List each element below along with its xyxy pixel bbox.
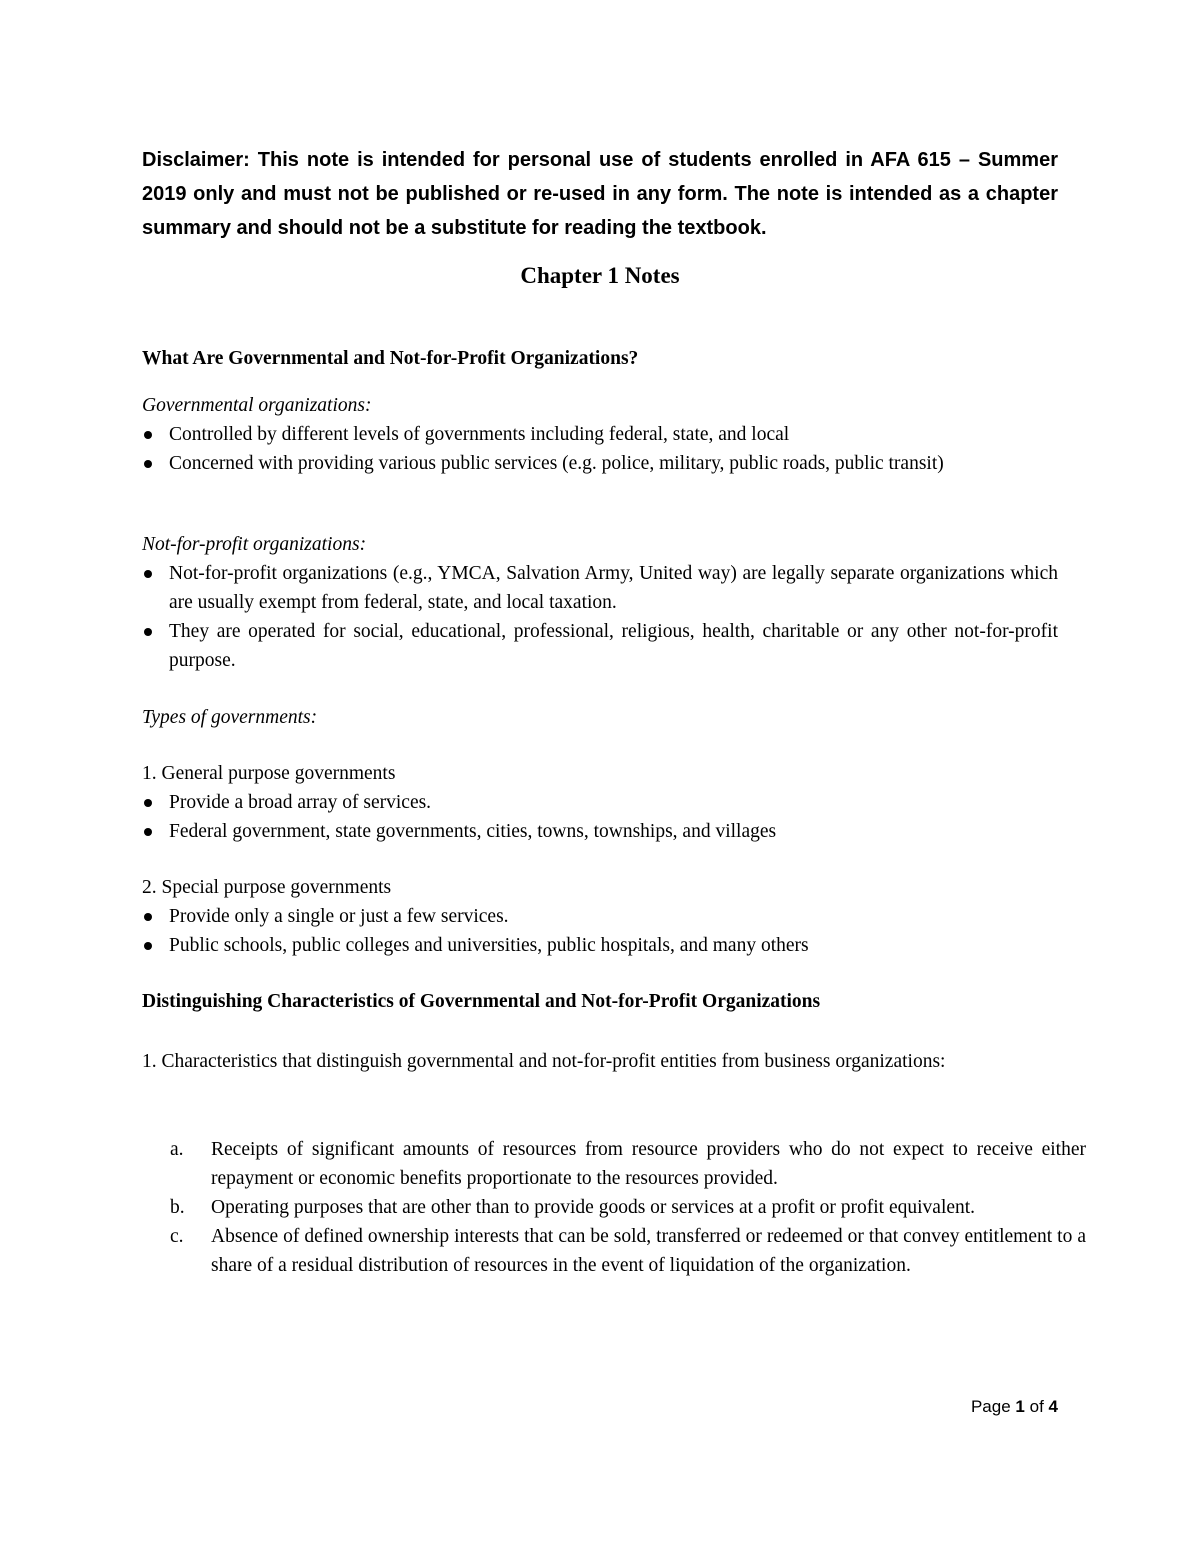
bullet-icon [144, 460, 152, 468]
disclaimer: Disclaimer: This note is intended for personal use of students enrolled in AFA 615 – Summer 2019 only and must not be published or re-used in any form. The note is intended as a chapter summary and should not be a substitute for reading the textbook. [142, 149, 1058, 239]
bullet-icon [144, 828, 152, 836]
section-heading-what-are: What Are Governmental and Not-for-Profit Organizations? [142, 348, 639, 369]
page-number: Page 1 of 4 [970, 1397, 1058, 1416]
list-item: Federal government, state governments, cities, towns, townships, and villages [142, 817, 1058, 846]
list-item: Controlled by different levels of governments including federal, state, and local [142, 420, 1058, 449]
gov-label: Governmental organizations: [142, 395, 372, 416]
bullet-icon [144, 570, 152, 578]
list-item: c. Absence of defined ownership interests that can be sold, transferred or redeemed or that convey entitlement to a share of a residual distribution of resources in the event of liquidation of the organization. [170, 1226, 1086, 1276]
list-item: Concerned with providing various public services (e.g. police, military, public roads, public transit) [142, 449, 1058, 478]
list-item: Not-for-profit organizations (e.g., YMCA, Salvation Army, United way) are legally separate organizations which are usually exempt from federal, state, and local taxation. [142, 559, 1058, 617]
bullet-icon [144, 628, 152, 636]
nfp-list [142, 559, 1058, 675]
bullet-icon [144, 942, 152, 950]
special-purpose-title: 2. Special purpose governments [142, 877, 392, 898]
list-item: a. Receipts of significant amounts of resources from resource providers who do not expect to receive either repayment or economic benefits proportionate to the resources provided. [170, 1139, 1086, 1189]
special-purpose-list [142, 902, 1058, 960]
list-item: They are operated for social, educational, professional, religious, health, charitable or any other not-for-profit purpose. [142, 617, 1058, 675]
list-item: Provide a broad array of services. [142, 788, 1058, 817]
list-item: b. Operating purposes that are other than to provide goods or services at a profit or profit equivalent. [170, 1197, 976, 1218]
types-label: Types of governments: [142, 707, 318, 728]
bullet-icon [144, 913, 152, 921]
gov-list [142, 420, 1058, 478]
bullet-icon [144, 799, 152, 807]
bullet-icon [144, 431, 152, 439]
general-purpose-title: 1. General purpose governments [142, 763, 396, 784]
nfp-label: Not-for-profit organizations: [142, 534, 367, 555]
characteristics-intro: 1. Characteristics that distinguish governmental and not-for-profit entities from business organizations: [142, 1051, 946, 1072]
page-title: Chapter 1 Notes [520, 263, 680, 288]
list-item: Provide only a single or just a few services. [142, 902, 1058, 931]
section-heading-distinguishing: Distinguishing Characteristics of Governmental and Not-for-Profit Organizations [142, 991, 821, 1012]
general-purpose-list [142, 788, 1058, 846]
list-item: Public schools, public colleges and universities, public hospitals, and many others [142, 931, 1058, 960]
characteristics-list [142, 1135, 1086, 1280]
